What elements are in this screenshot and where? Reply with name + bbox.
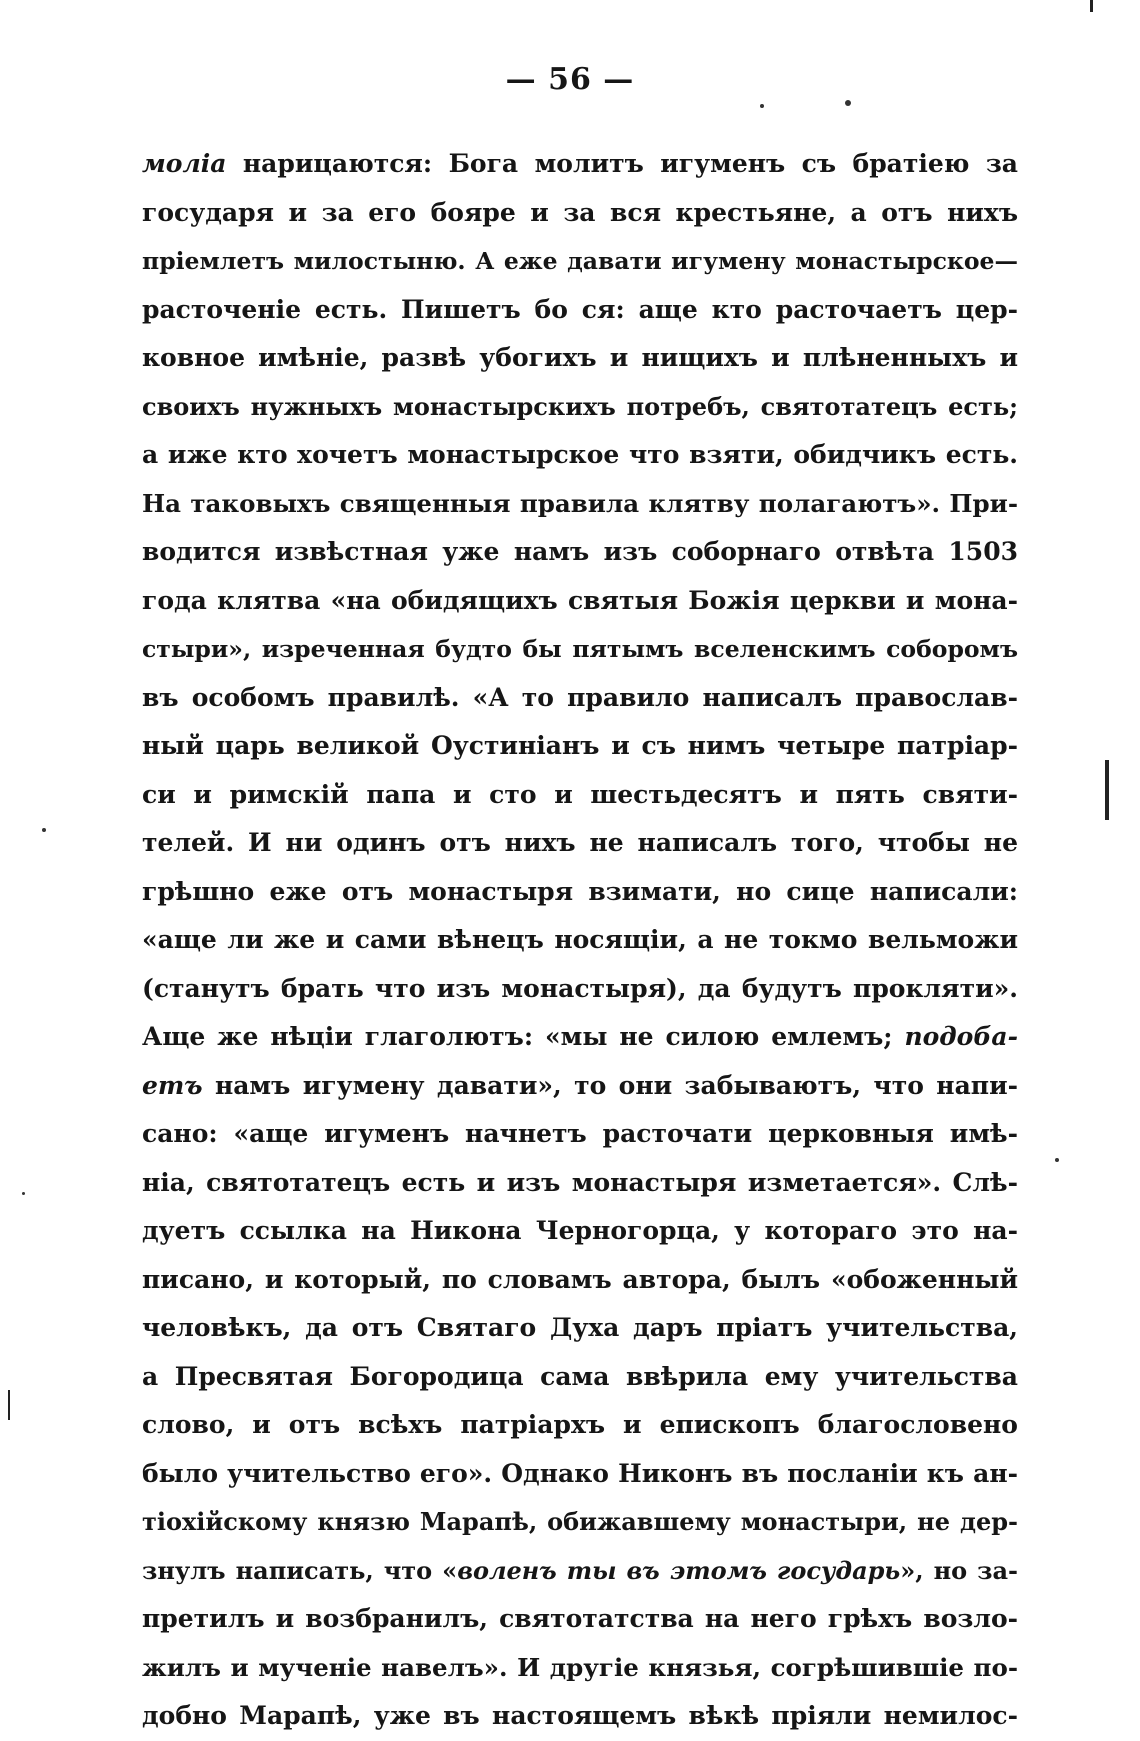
line-text: На таковыхъ священныя правила клятву полагаютъ». При-: [142, 488, 1018, 518]
text-line: [142, 334, 1018, 383]
edge-mark: [1105, 760, 1109, 820]
text-line: [142, 140, 1018, 189]
line-text: тiохiйскому князю Марапѣ, обижавшему монастыри, не дер-: [142, 1507, 1018, 1536]
line-text: сано: «аще игуменъ начнетъ расточати церковныя имѣ-: [142, 1119, 1018, 1148]
text-line: [142, 1498, 1018, 1547]
line-text: водится извѣстная уже намъ изъ соборнаго отвѣта 1503: [142, 537, 1018, 566]
scan-speck: [1055, 1158, 1059, 1162]
line-text: года клятва «на обидящихъ святыя Божiя церкви и мона-: [142, 585, 1018, 615]
edge-mark: [1090, 0, 1093, 12]
edge-mark: [8, 1390, 10, 1420]
line-italic-text: молiа: [142, 149, 227, 178]
text-line: [142, 189, 1018, 238]
text-line: [142, 965, 1018, 1014]
line-text: си и римскiй папа и сто и шестьдесятъ и пять святи-: [142, 779, 1018, 809]
line-text: (станутъ брать что изъ монастыря), да будутъ прокляти».: [142, 973, 1018, 1003]
line-text: слово, и отъ всѣхъ патрiархъ и епископъ благословено: [142, 1410, 1018, 1439]
line-text: было учительство его». Однако Никонъ въ посланiи къ ан-: [142, 1458, 1018, 1488]
line-text: Аще же нѣцiи глаголютъ: «мы не силою емлемъ;: [142, 1022, 905, 1051]
text-line: [142, 1110, 1018, 1159]
line-text: нiа, святотатецъ есть и изъ монастыря изметается». Слѣ-: [142, 1167, 1018, 1197]
text-line: [142, 1401, 1018, 1450]
line-text: телей. И ни одинъ отъ нихъ не написалъ того, чтобы не: [142, 828, 1018, 857]
line-text-tail: », но за-: [900, 1555, 1018, 1585]
text-line: [142, 625, 1018, 674]
line-text-tail: нарицаются: Бога молитъ игуменъ съ братiею за: [226, 149, 1018, 178]
scan-speck: [760, 104, 764, 108]
line-italic-text: воленъ ты въ этомъ государь: [457, 1555, 901, 1585]
line-text: «аще ли же и сами вѣнецъ носящiи, а не токмо вельможи: [142, 925, 1018, 954]
line-text: человѣкъ, да отъ Святаго Духа даръ прiатъ учительства,: [142, 1313, 1018, 1342]
line-text: стыри», изреченная будто бы пятымъ вселенскимъ соборомъ: [142, 635, 1018, 663]
text-line: [142, 1353, 1018, 1402]
line-text: ный царь великой Оустинiанъ и съ нимъ четыре патрiар-: [142, 731, 1018, 760]
line-text: въ особомъ правилѣ. «А то правило написалъ православ-: [142, 682, 1018, 712]
text-line: [142, 1256, 1018, 1305]
text-line: [142, 1644, 1018, 1693]
line-text: государя и за его бояре и за вся крестьяне, а отъ нихъ: [142, 197, 1018, 227]
text-line: [142, 1207, 1018, 1256]
body-text: [142, 140, 1018, 1741]
text-line: [142, 1304, 1018, 1353]
text-line: [142, 237, 1018, 286]
text-line: [142, 868, 1018, 917]
text-line: [142, 383, 1018, 432]
text-line: [142, 1062, 1018, 1111]
line-text: грѣшно еже отъ монастыря взимати, но сице написали:: [142, 876, 1018, 906]
line-text: претилъ и возбранилъ, святотатства на него грѣхъ возло-: [142, 1604, 1018, 1633]
line-text: дуетъ ссылка на Никона Черногорца, у котораго это на-: [142, 1216, 1018, 1245]
line-text: расточенiе есть. Пишетъ бо ся: аще кто расточаетъ цер-: [142, 294, 1018, 324]
line-text: добно Марапѣ, уже въ настоящемъ вѣкѣ прiяли немилос-: [142, 1701, 1018, 1730]
scan-speck: [42, 828, 46, 832]
text-line: [142, 1450, 1018, 1499]
text-line: [142, 1595, 1018, 1644]
line-text: писано, и который, по словамъ автора, былъ «обоженный: [142, 1264, 1018, 1294]
text-line: [142, 577, 1018, 626]
text-line: [142, 1692, 1018, 1741]
text-line: [142, 1013, 1018, 1062]
text-line: [142, 431, 1018, 480]
line-text: знулъ написать, что «: [142, 1555, 458, 1585]
scan-speck: [22, 1192, 25, 1195]
text-line: [142, 1547, 1018, 1596]
line-text-tail: намъ игумену давати», то они забываютъ, что напи-: [202, 1070, 1018, 1100]
text-line: [142, 528, 1018, 577]
page-number: — 56 —: [505, 62, 635, 97]
text-line: [142, 819, 1018, 868]
text-line: [142, 916, 1018, 965]
text-line: [142, 480, 1018, 529]
line-text: прiемлетъ милостыню. А еже давати игумену монастырское—: [142, 247, 1018, 275]
scan-speck: [845, 100, 851, 106]
text-line: [142, 1159, 1018, 1208]
text-line: [142, 674, 1018, 723]
line-text: ковное имѣнiе, развѣ убогихъ и нищихъ и плѣненныхъ и: [142, 343, 1018, 372]
line-text: жилъ и мученiе навелъ». И другiе князья, согрѣшившiе по-: [142, 1652, 1018, 1682]
text-line: [142, 286, 1018, 335]
line-italic-text: етъ: [142, 1070, 203, 1100]
line-text: своихъ нужныхъ монастырскихъ потребъ, святотатецъ есть;: [142, 391, 1018, 421]
text-line: [142, 771, 1018, 820]
line-italic-text: подоба-: [904, 1022, 1018, 1051]
line-text: а Пресвятая Богородица сама ввѣрила ему учительства: [142, 1361, 1018, 1391]
text-line: [142, 722, 1018, 771]
line-text: а иже кто хочетъ монастырское что взяти, обидчикъ есть.: [142, 440, 1018, 469]
